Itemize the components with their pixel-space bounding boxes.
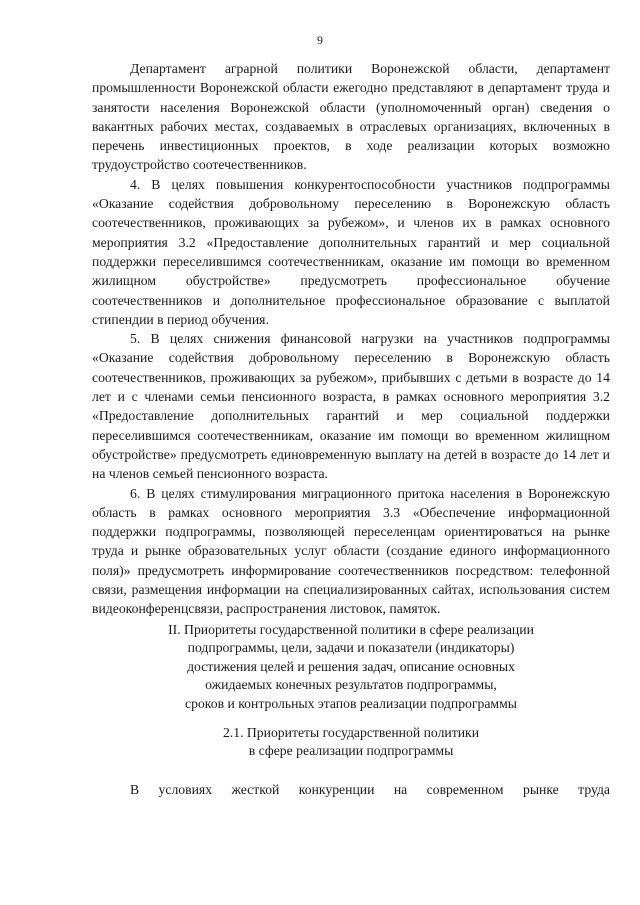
page-number: 9 <box>317 33 323 47</box>
subsection-heading <box>92 724 610 761</box>
trailing-paragraph: В условиях жесткой конкуренции на современном рынке труда <box>130 782 610 797</box>
subsection-heading-line: в сфере реализации подпрограммы <box>248 743 454 759</box>
paragraph-item-6: 6. В целях стимулирования миграционного притока населения в Воронежскую область в рамках основного мероприятия 3.3 «Обеспечение информационной поддержки подпрограммы, позволяющей переселенцам ориентироваться на рынке труда и рынке образовательных услуг области (создание единого информационного поля)» предусмотреть информирование соотечественников посредством: телефонной связи, размещения информации на специализированных сайтах, использования систем видеоконференцсвязи, распространения листовок, памяток. <box>92 485 610 617</box>
section-heading-line: сроков и контрольных этапов реализации подпрограммы <box>185 695 517 711</box>
paragraph-item-5: 5. В целях снижения финансовой нагрузки на участников подпрограммы «Оказание содействия добровольному переселению в Воронежскую область соотечественников, проживающих за рубежом», прибывших с детьми в возрасте до 14 лет и с членами семьи пенсионного возраста, в рамках основного мероприятия 3.2 «Предоставление дополнительных гарантий и мер социальной поддержки переселившимся соотечественникам, оказание им помощи во временном жилищном обустройстве» предусмотреть единовременную выплату на детей в возрасте до 14 лет и на членов семьей пенсионного возраста. <box>92 331 610 482</box>
section-heading-line: подпрограммы, цели, задачи и показатели (индикаторы) <box>187 640 515 656</box>
section-heading-line: ожидаемых конечных результатов подпрограммы, <box>205 677 497 693</box>
paragraph-item-4: 4. В целях повышения конкурентоспособности участников подпрограммы «Оказание содействия добровольному переселению в Воронежскую область соотечественников, проживающих за рубежом», и членов их в рамках основного мероприятия 3.2 «Предоставление дополнительных гарантий и мер социальной поддержки переселившимся соотечественникам, оказание им помощи во временном жилищном обустройстве» предусмотреть профессиональное обучение соотечественников и дополнительное профессиональное образование с выплатой стипендии в период обучения. <box>92 176 610 327</box>
section-heading <box>92 621 610 713</box>
section-heading-line: достижения целей и решения задач, описание основных <box>187 658 515 674</box>
paragraph-departments-info: Департамент аграрной политики Воронежской области, департамент промышленности Воронежской области ежегодно представляют в департамент труда и занятости населения Воронежской области (уполномоченный орган) сведения о вакантных рабочих местах, создаваемых в отраслевых организациях, включенных в перечень инвестиционных проектов, в ходе реализации которых возможно трудоустройство соотечественников. <box>92 61 610 173</box>
section-heading-line: II. Приоритеты государственной политики в сфере реализации <box>168 622 534 637</box>
body-text <box>92 59 610 619</box>
subsection-heading-line: 2.1. Приоритеты государственной политики <box>222 725 480 740</box>
